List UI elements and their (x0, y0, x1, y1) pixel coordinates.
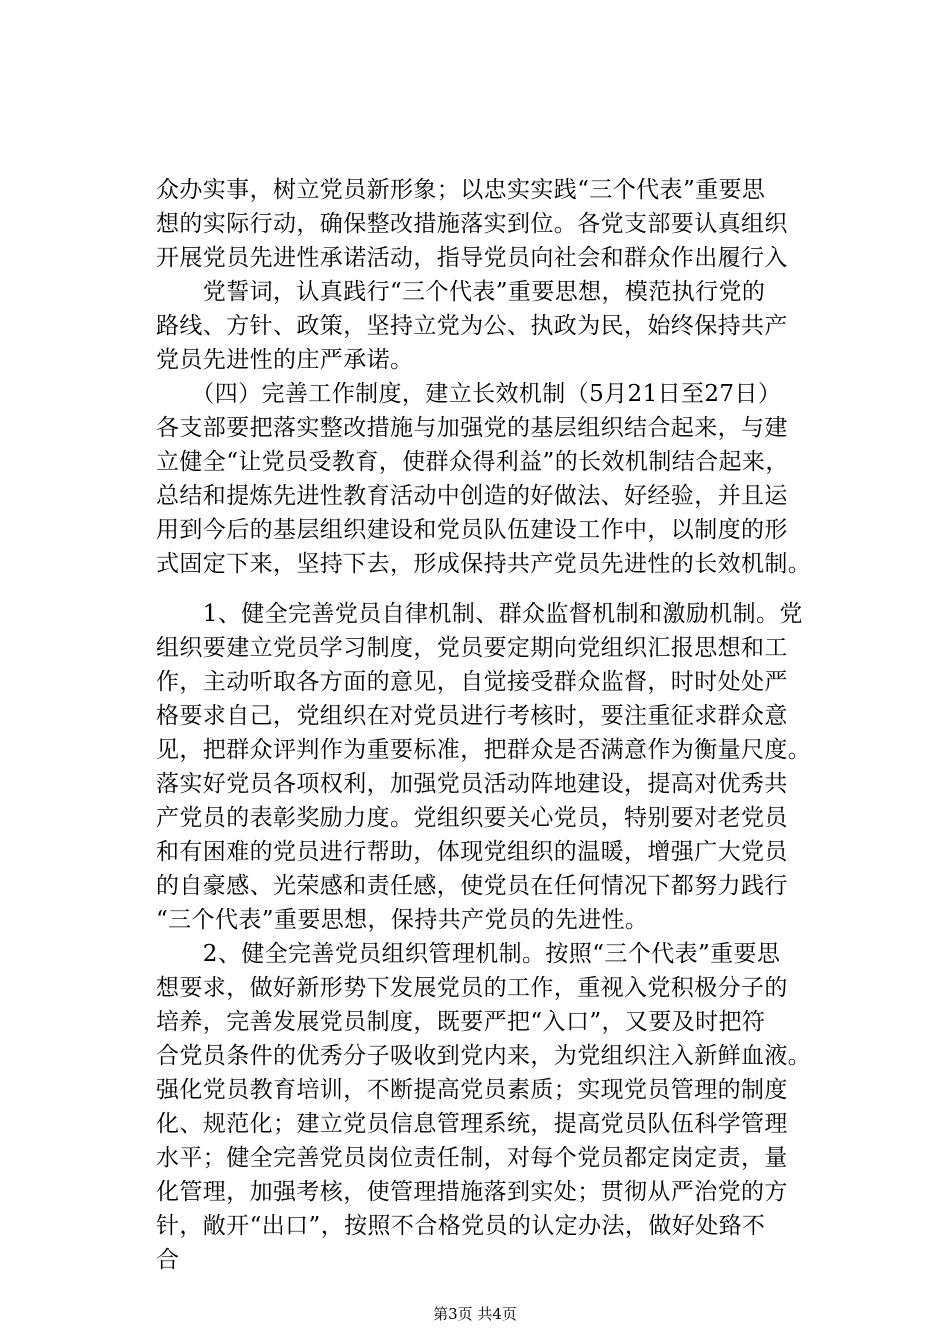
text-line: 产党员的表彰奖励力度。党组织要关心党员，特别要对老党员 (156, 805, 788, 831)
text-line: 想的实际行动，确保整改措施落实到位。各党支部要认真组织 (156, 211, 788, 237)
text-line: 落实好党员各项权利，加强党员活动阵地建设，提高对优秀共 (156, 771, 788, 797)
text-line: 培养，完善发展党员制度，既要严把“入口”，又要及时把符 (156, 1009, 766, 1035)
text-line: 开展党员先进性承诺活动，指导党员向社会和群众作出履行入 (156, 245, 788, 271)
text-line: 化管理，加强考核，使管理措施落到实处；贯彻从严治党的方 (156, 1179, 788, 1205)
text-line: 想要求，做好新形势下发展党员的工作，重视入党积极分子的 (156, 975, 788, 1001)
page-footer: 第3页 共4页 (433, 1305, 517, 1323)
text-line: 见，把群众评判作为重要标准，把群众是否满意作为衡量尺度。 (156, 737, 812, 763)
text-line: “三个代表”重要思想，保持共产党员的先进性。 (156, 907, 649, 933)
text-line: 路线、方针、政策，坚持立党为公、执政为民，始终保持共产 (156, 313, 788, 339)
text-line: 化、规范化；建立党员信息管理系统，提高党员队伍科学管理 (156, 1111, 788, 1137)
text-line: 各支部要把落实整改措施与加强党的基层组织结合起来，与建 (156, 415, 788, 441)
text-line: 作，主动听取各方面的意见，自觉接受群众监督，时时处处严 (156, 669, 788, 695)
text-line: 合党员条件的优秀分子吸收到党内来，为党组织注入新鲜血液。 (156, 1043, 812, 1069)
text-line: 格要求自己，党组织在对党员进行考核时，要注重征求群众意 (156, 703, 788, 729)
text-line: 党誓词，认真践行“三个代表”重要思想，模范执行党的 (156, 279, 766, 305)
section-heading: （四）完善工作制度，建立长效机制（5月21日至27日） (156, 381, 782, 407)
text-line: 式固定下来，坚持下去，形成保持共产党员先进性的长效机制。 (156, 551, 812, 577)
text-line: 用到今后的基层组织建设和党员队伍建设工作中，以制度的形 (156, 517, 788, 543)
text-line: 立健全“让党员受教育，使群众得利益”的长效机制结合起来， (156, 449, 789, 475)
text-line: 1、健全完善党员自律机制、群众监督机制和激励机制。党 (156, 601, 803, 627)
text-line: 2、健全完善党员组织管理机制。按照“三个代表”重要思 (156, 941, 781, 967)
text-line: 强化党员教育培训，不断提高党员素质；实现党员管理的制度 (156, 1077, 788, 1103)
text-line: 合 (156, 1247, 180, 1273)
text-line: 针，敞开“出口”，按照不合格党员的认定办法，做好处臵不 (156, 1213, 766, 1239)
text-line: 总结和提炼先进性教育活动中创造的好做法、好经验，并且运 (156, 483, 788, 509)
text-line: 的自豪感、光荣感和责任感，使党员在任何情况下都努力践行 (156, 873, 788, 899)
text-line: 众办实事，树立党员新形象；以忠实实践“三个代表”重要思 (156, 177, 766, 203)
text-line: 组织要建立党员学习制度，党员要定期向党组织汇报思想和工 (156, 635, 788, 661)
text-line: 和有困难的党员进行帮助，体现党组织的温暖，增强广大党员 (156, 839, 788, 865)
text-line: 水平；健全完善党员岗位责任制，对每个党员都定岗定责，量 (156, 1145, 788, 1171)
text-line: 党员先进性的庄严承诺。 (156, 347, 414, 373)
